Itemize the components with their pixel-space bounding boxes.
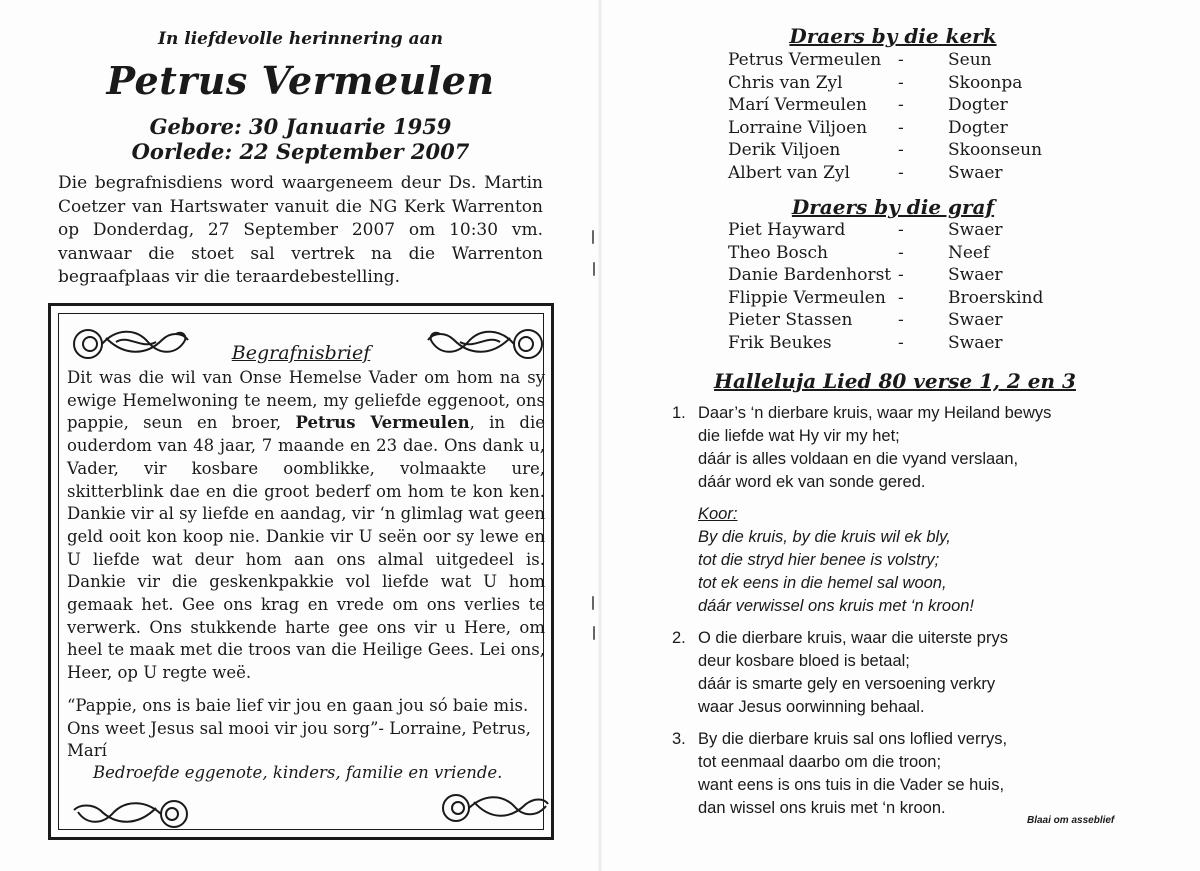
center-fold [598,0,602,871]
verse-number: 1. [672,404,686,422]
bearer-name: Marí Vermeulen [728,95,867,116]
family-quote: “Pappie, ons is baie lief vir jou en gaan jou só baie mis. Ons weet Jesus sal mooi vir jou sorg”- Lorraine, Petrus, Marí [67,696,531,761]
bearer-dash: - [898,265,904,286]
bearer-dash: - [898,220,904,240]
bearer-name: Pieter Stassen [728,310,853,331]
verse-3 [672,728,1132,820]
bearer-relation: Swaer [948,265,1003,286]
intro-line: In liefdevolle herinnering aan [158,29,443,49]
verse-2 [672,627,1132,719]
verse-line: dáár is alles voldaan en die vyand verslaan, [698,450,1019,468]
bearer-dash: - [898,332,904,353]
bearer-relation: Neef [948,242,990,263]
verse-line: waar Jesus oorwinning behaal. [698,698,925,716]
bearer-relation: Swaer [948,310,1003,331]
birth-date: Gebore: 30 Januarie 1959 [149,114,452,139]
bearer-name: Albert van Zyl [728,162,850,183]
flourish-bottom-right-icon [436,790,552,828]
verse-line: By die dierbare kruis sal ons loflied verrys, [698,730,1008,748]
chorus-line: dáár verwissel ons kruis met ‘n kroon! [698,597,975,615]
scan-mark [592,230,594,244]
verse-number: 3. [672,730,686,748]
chorus-line: By die kruis, by die kruis wil ek bly, [698,528,951,546]
bearer-name: Piet Hayward [728,220,846,240]
letter-title: Begrafnisbrief [231,342,371,364]
bearer-relation: Dogter [948,95,1008,116]
bearer-name: Derik Viljoen [728,140,841,161]
bearer-dash: - [898,242,904,263]
bearer-dash: - [898,162,904,183]
bearer-dash: - [898,95,904,116]
verse-line: Daar’s ‘n dierbare kruis, waar my Heiland bewys [698,404,1052,422]
bearer-dash: - [898,50,904,70]
scan-mark [593,626,595,640]
letter-text-end: , in die ouderdom van 48 jaar, 7 maande en 23 dae. Ons dank u, Vader, vir kosbare oomblikke, volmaakte ure, skitterblink dae en die groot bederf om hom te kon ken. Dankie vir al sy liefde en aandag, vir ‘n glimlag wat geen geld ooit kon koop nie. Dankie vir U seën oor sy lewe en U liefde wat deur hom aan ons almal uitgedeel is. Dankie vir die geskenkpakkie vol liefde wat U hom gemaak het. Gee ons krag en vrede om ons verlies te verwerk. Ons stukkende harte gee ons vir u Here, om heel te maak met die troos van die Heilige Gees. Lei ons, Heer, op U regte weë. [67,413,545,683]
verse-line: want eens is ons tuis in die Vader se huis, [698,776,1005,794]
flourish-bottom-left-icon [70,796,196,832]
verse-line: O die dierbare kruis, waar die uiterste prys [698,629,1008,647]
bearer-dash: - [898,287,904,308]
bearer-relation: Broerskind [948,287,1044,308]
service-details: Die begrafnisdiens word waargeneem deur Ds. Martin Coetzer van Hartswater vanuit die NG Kerk Warrenton op Donderdag, 27 September 2007 om 10:30 vm. vanwaar die stoet sal vertrek na die Warrenton begraafplaas vir die teraardebestelling. [58,173,543,287]
hymn-heading: Halleluja Lied 80 verse 1, 2 en 3 [714,369,1076,393]
bearer-dash: - [898,72,904,93]
bearer-relation: Swaer [948,332,1003,353]
letter-body [67,367,545,685]
bearer-relation: Swaer [948,220,1003,240]
bearer-relation: Seun [948,50,992,70]
death-date: Oorlede: 22 September 2007 [131,139,470,164]
verse-line: deur kosbare bloed is betaal; [698,652,910,670]
scan-mark [592,596,594,610]
grave-bearers-heading: Draers by die graf [791,195,995,219]
bearer-dash: - [898,140,904,161]
hymn-text [672,402,1132,820]
verse-line: dáár word ek van sonde gered. [698,473,926,491]
verse-1 [672,402,1132,494]
dates-block [58,114,543,164]
bearer-name: Frik Beukes [728,332,832,353]
verse-number: 2. [672,629,686,647]
chorus-label: Koor: [698,505,738,523]
chorus-line: tot ek eens in die hemel sal woon, [698,574,947,592]
scan-mark [593,262,595,276]
bearer-name: Flippie Vermeulen [728,287,886,308]
bearer-name: Danie Bardenhorst [728,265,892,286]
bearer-relation: Skoonpa [948,72,1023,93]
bearer-name: Chris van Zyl [728,72,843,93]
chorus-line: tot die stryd hier benee is volstry; [698,551,940,569]
bearer-dash: - [898,117,904,138]
signoff: Bedroefde eggenote, kinders, familie en vriende. [93,763,503,782]
bearer-name: Lorraine Viljoen [728,117,868,138]
deceased-name: Petrus Vermeulen [106,58,495,103]
church-bearers-heading: Draers by die kerk [789,24,997,48]
bearer-relation: Skoonseun [948,140,1043,161]
bearer-relation: Swaer [948,162,1003,183]
verse-line: tot eenmaal daarbo om die troon; [698,753,942,771]
page-turn-note: Blaai om asseblief [1027,815,1115,826]
bearer-relation: Dogter [948,117,1008,138]
letter-text-start: Dit was die wil van Onse Hemelse Vader om hom na sy ewige Hemelwoning te neem, my geliefde eggenoot, ons pappie, seun en broer, [67,368,545,433]
bearer-name: Petrus Vermeulen [728,50,882,70]
bearer-dash: - [898,310,904,331]
verse-line: dáár is smarte gely en versoening verkry [698,675,996,693]
verse-line: die liefde wat Hy vir my het; [698,427,900,445]
chorus [672,503,1132,618]
verse-line: dan wissel ons kruis met ‘n kroon. [698,799,946,817]
bearer-name: Theo Bosch [728,242,828,263]
letter-name-bold: Petrus Vermeulen [295,413,470,433]
